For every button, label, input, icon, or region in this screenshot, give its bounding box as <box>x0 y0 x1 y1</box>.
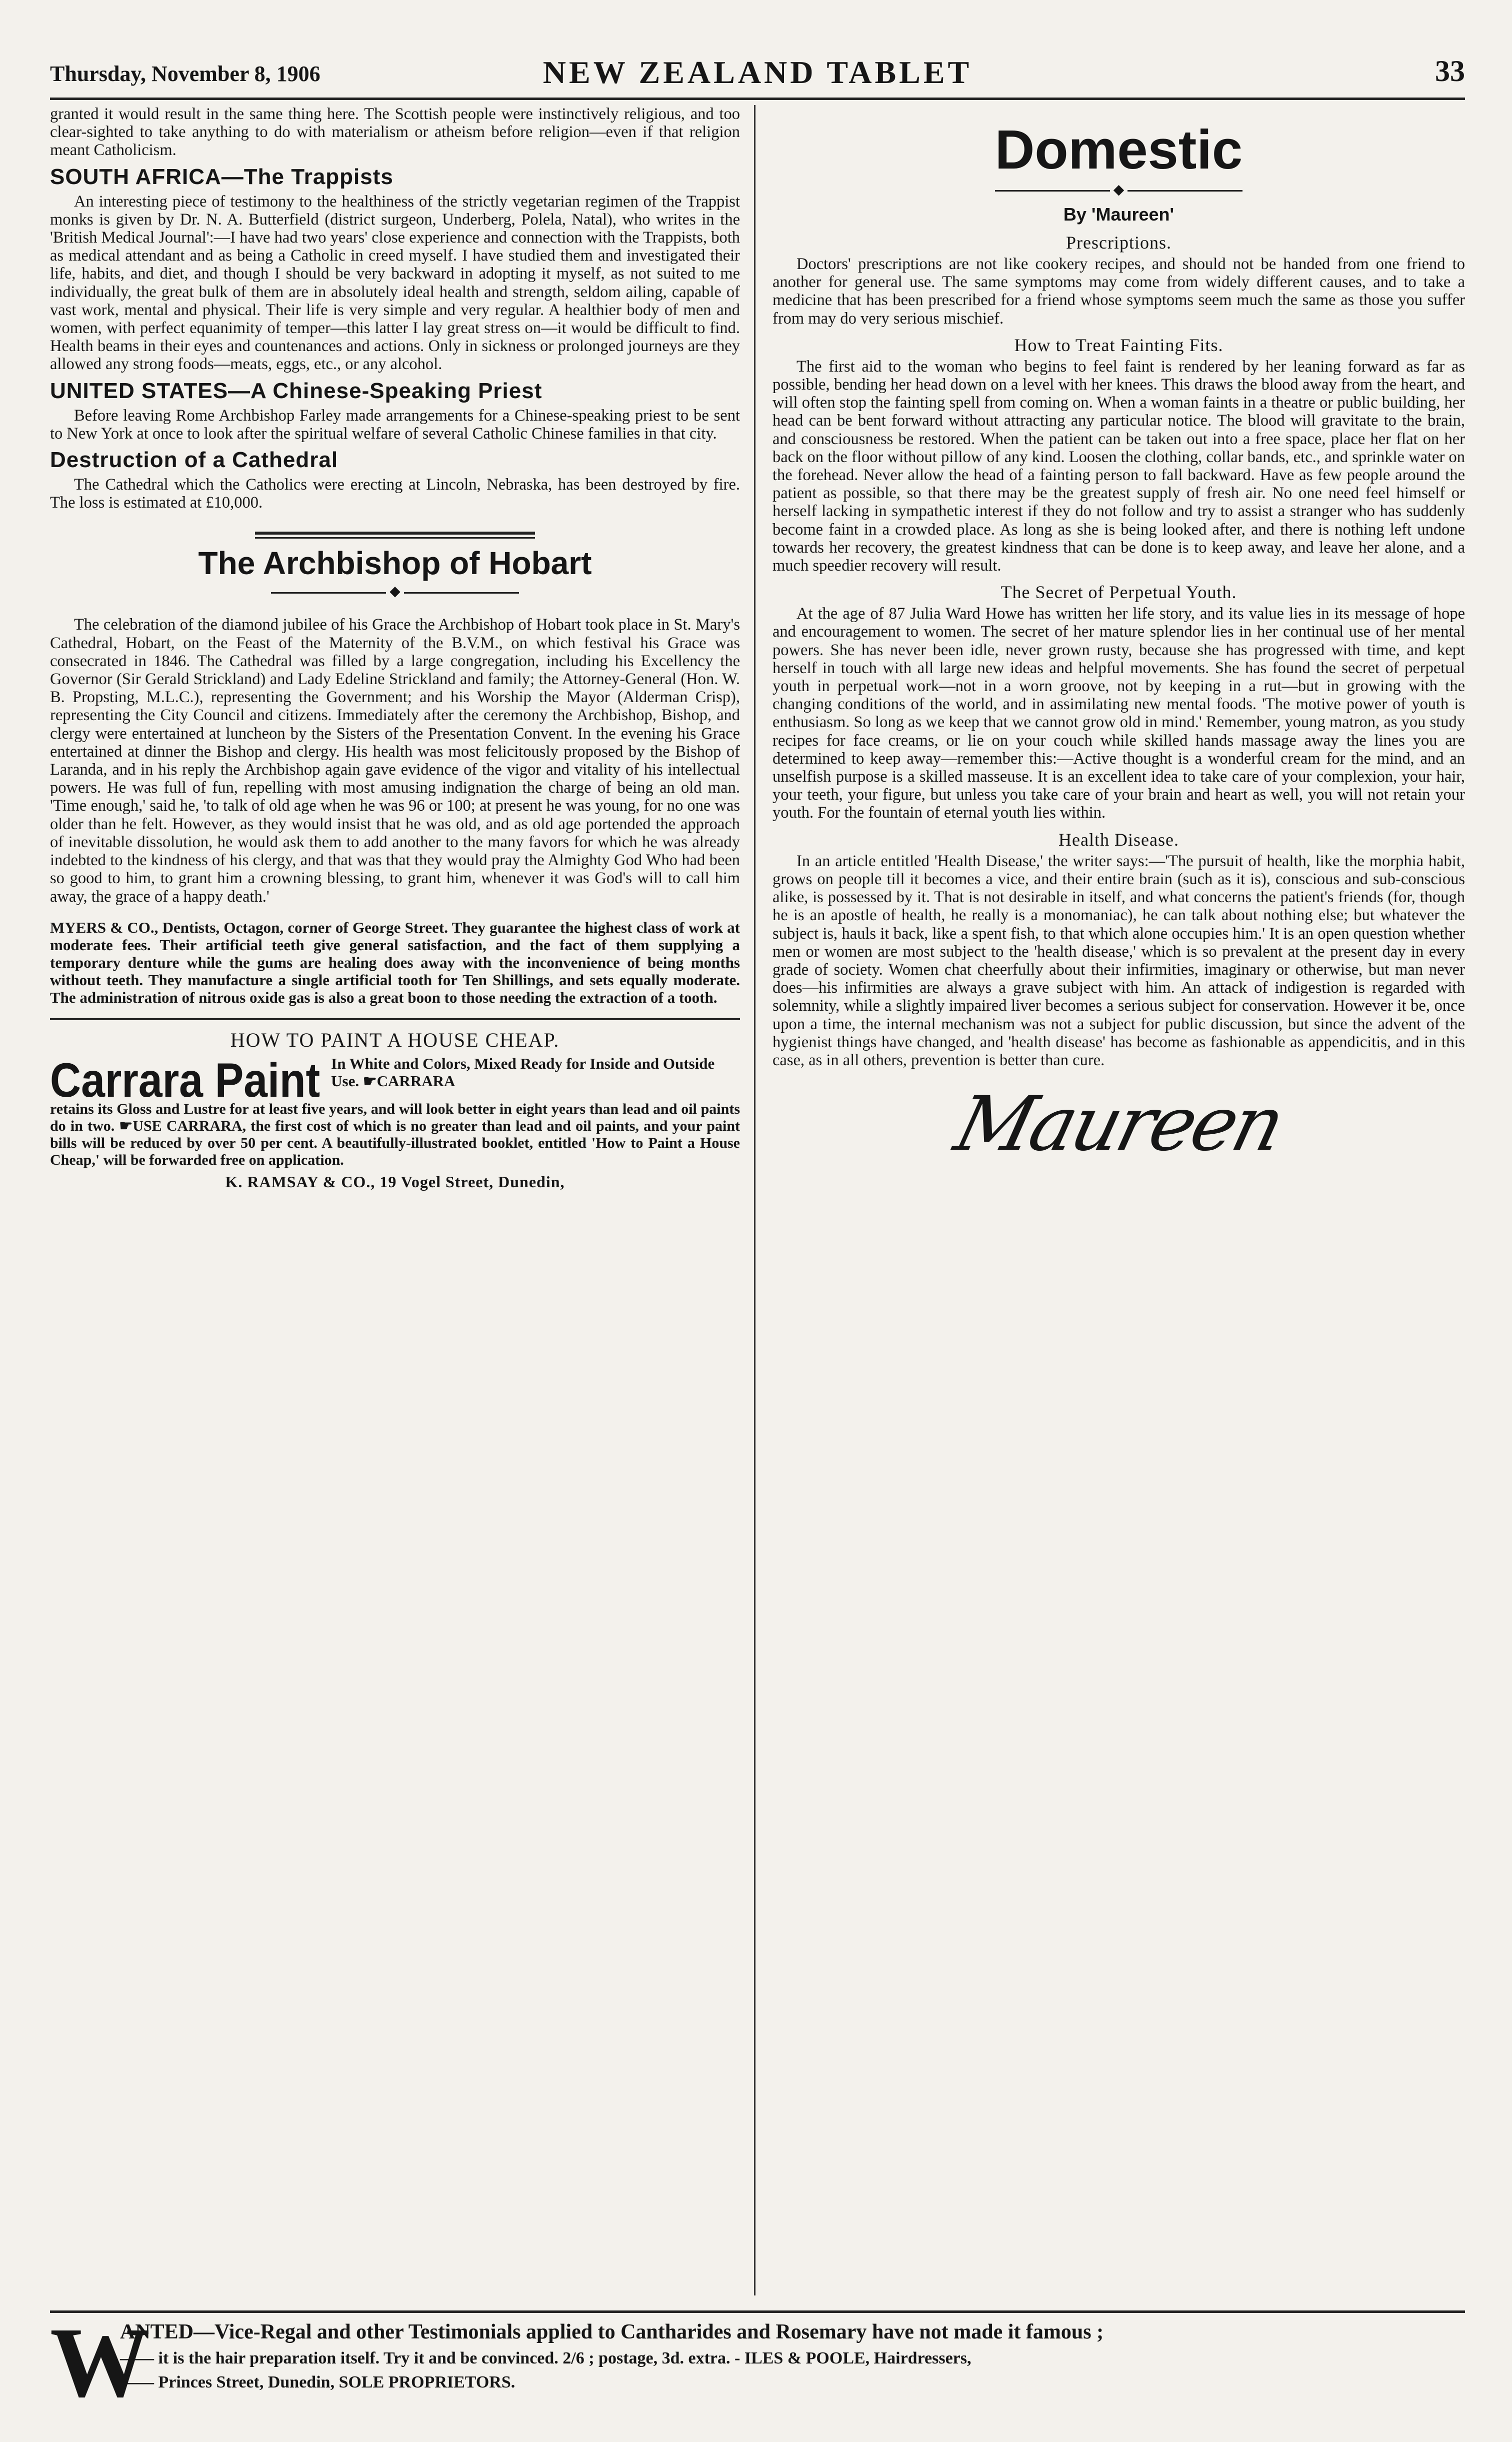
article-body: The celebration of the diamond jubilee of his Grace the Archbishop of Hobart took place in St. Mary's Cathedral, Hobart, on the Feast of the Maternity of the B.V.M., on which festival his Grace was consecrated in 1846. The Cathedral was filled by a large congregation, including his Excellency the Governor (Sir Gerald Strickland) and Lady Edeline Strickland and family; the Attorney-General (Hon. W. B. Propsting, M.L.C.), representing the Government; and his Worship the Mayor (Alderman Crisp), representing the City Council and citizens. Immediately after the ceremony the Archbishop, Bishop, and clergy were entertained at luncheon by the Sisters of the Presentation Convent. In the evening his Grace entertained at dinner the Bishop and clergy. His health was most felicitously proposed by the Bishop of Laranda, and in his reply the Archbishop again gave evidence of the vigor and vitality of his intellectual powers. He was full of fun, repelling with most amusing indignation the charge of being an old man. 'Time enough,' said he, 'to talk of old age when he was 96 or 100; at present he was young, for no one was older than he felt. However, as they would insist that he was old, and as old age portended the approach of inevitable dissolution, he would ask them to add another to the many favors for which he was already indebted to the kindness of his clergy, and that was that they would pray the Almighty God Who had been so good to him, to grant him a crowning blessing, to grant him, whenever it was God's will to call him away, the grace of a happy death.' <box>50 616 740 906</box>
bottom-ad-line: —— Princes Street, Dunedin, SOLE PROPRIETORS. <box>120 2373 516 2391</box>
piece-heading: Health Disease. <box>1058 829 1179 850</box>
piece-heading: The Secret of Perpetual Youth. <box>1000 582 1237 603</box>
paint-ad-footer: K. RAMSAY & CO., 19 Vogel Street, Dunedin, <box>225 1172 565 1191</box>
piece-body: Doctors' prescriptions are not like cookery recipes, and should not be handed from one friend to another for general use. The same symptoms may come from widely different causes, and to take a medicine that has been prescribed for a friend whose symptoms seem much the same as those you suffer from may do very serious mischief. <box>772 255 1465 328</box>
paint-brand-text: In White and Colors, Mixed Ready for Inside and Outside Use. ☛CARRARA <box>331 1054 715 1090</box>
article-title: The Archbishop of Hobart <box>198 545 592 582</box>
page-number: 33 <box>1435 55 1465 88</box>
ad-divider <box>50 1018 740 1020</box>
piece-body: The first aid to the woman who begins to feel faint is rendered by her leaning forward as far as possible, bending her head down on a level with her knees. This draws the blood away from the heart, and will often stop the fainting spell from coming on. When a woman faints in a theatre or public building, her head can be bent forward without attracting any particular notice. The blood will gravitate to the brain, and consciousness be restored. When the patient can be taken out into a free space, place her flat on her back on the floor without pillow of any kind. Loosen the clothing, collar bands, etc., and sprinkle water on the forehead. Never allow the head of a fainting person to fall backward. Have as few people around the patient as possible, so that there may be the greatest supply of fresh air. No one need feel himself or herself lacking in sympathetic interest if they do not follow and try to assist a stranger who has suddenly become faint in a crowded place. As long as she is being looked after, and there is nothing left undone towards her recovery, the greatest kindness that can be done is to keep away, and leave her alone, and a much speedier recovery will result. <box>772 357 1465 575</box>
column-divider <box>754 105 756 2295</box>
paint-ad-body: retains its Gloss and Lustre for at least five years, and will look better in eight years than lead and oil paints do in two. ☛USE CARRARA, the first cost of which is no greater than lead and oil paints, and your paint bills will be reduced by over 50 per cent. A beautifully-illustrated booklet, entitled 'How to Paint a House Cheap,' will be forwarded free on application. <box>50 1100 740 1168</box>
newspaper-title: NEW ZEALAND TABLET <box>542 55 972 90</box>
fleuron-ornament: ◆ <box>50 582 740 602</box>
left-column <box>50 105 740 2295</box>
right-column <box>772 105 1465 2295</box>
handwritten-signature: Maureen <box>947 1081 1290 1168</box>
masthead <box>50 50 1465 100</box>
section-body: The Cathedral which the Catholics were erecting at Lincoln, Nebraska, has been destroyed by fire. The loss is estimated at £10,000. <box>50 476 740 512</box>
paint-ad-title: HOW TO PAINT A HOUSE CHEAP. <box>230 1028 560 1051</box>
section-heading: UNITED STATES—A Chinese-Speaking Priest <box>50 378 542 403</box>
section-body: An interesting piece of testimony to the healthiness of the strictly vegetarian regimen of the Trappist monks is given by Dr. N. A. Butterfield (district surgeon, Underberg, Polela, Natal), who writes in the 'British Medical Journal':—I have had two years' close experience and connection with the Trappists, both as medical attendant and as being a Catholic in creed myself. I have studied them and investigated their life, habits, and diet, and though I should be very backward in adopting it myself, as not suited to me individually, the great bulk of them are in absolutely ideal health and strength, seldom ailing, capable of vast work, mental and physical. Their life is very simple and very regular. A healthier body of men and women, with perfect equanimity of temper—this latter I lay great stress on—it would be difficult to find. Health beams in their eyes and countenances and actions. Only in sickness or prolonged journeys are they allowed any strong foods—meats, eggs, etc., or any alcohol. <box>50 192 740 374</box>
dentist-ad-text: MYERS & CO., Dentists, Octagon, corner of George Street. They guarantee the highest class of work at moderate fees. Their artificial teeth give general satisfaction, and the fact of them supplying a temporary denture while the gums are healing does away with the inconvenience of being months without teeth. They manufacture a single artificial tooth for Ten Shillings, and sets equally moderate. The administration of nitrous oxide gas is also a great boon to those needing the extraction of a tooth. <box>50 918 740 1006</box>
section-body: Before leaving Rome Archbishop Farley made arrangements for a Chinese-speaking priest to be sent to New York at once to look after the spiritual welfare of several Catholic Chinese families in that city. <box>50 406 740 443</box>
issue-date: Thursday, November 8, 1906 <box>50 62 320 86</box>
paint-advertisement <box>50 1028 740 1191</box>
piece-body: In an article entitled 'Health Disease,' the writer says:—'The pursuit of health, like the morphia habit, grows on people till it becomes a vice, and their entire brain (such as it is), conscious and sub-conscious alike, is possessed by it. That is not desirable in itself, and what concerns the patient's friends (for, though he is an apostle of health, he really is a monomaniac), he can talk about nothing else; but whatever the subject is, hauls it back, like a spent fish, to that which alone occupies him.' It is an open question whether men or women are most subject to the 'health disease,' which is so prevalent at the present day in every grade of society. Women chat cheerfully about their infirmities, imaginary or otherwise, but man never does—his infirmities are always a grave subject with him. An attack of indigestion is regarded with solemnity, while a slightly impaired liver becomes a serious subject for conservation. However it be, once upon a time, the internal mechanism was not a subject for public discussion, but since the advent of the hygienist things have changed, and 'health disease' has become as fashionable as appendicitis, and in this case, as in all others, prevention is better than cure. <box>772 852 1465 1069</box>
piece-heading: Prescriptions. <box>1066 233 1172 253</box>
hair-preparation-advertisement <box>50 2307 1465 2438</box>
section-heading: SOUTH AFRICA—The Trappists <box>50 164 394 189</box>
drop-cap: W <box>50 2307 150 2418</box>
continued-paragraph: granted it would result in the same thing here. The Scottish people were instinctively religious, and too clear-sighted to take anything to do with materialism or atheism before religion—even if that religion meant Catholicism. <box>50 105 740 160</box>
piece-heading: How to Treat Fainting Fits. <box>1014 335 1224 355</box>
bottom-ad-line: —— it is the hair preparation itself. Try it and be convinced. 2/6 ; postage, 3d. extra. - ILES & POOLE, Hairdressers, <box>120 2349 972 2367</box>
double-rule-divider <box>255 532 535 539</box>
piece-body: At the age of 87 Julia Ward Howe has written her life story, and its value lies in its message of hope and encouragement to women. The secret of her mature splendor lies in her continual use of her mental powers. She has never been idle, never grown rusty, because she has progressed with time, and kept herself in touch with all large new ideas and helpful movements. She has found the secret of perpetual youth in perpetual work—not in a worn groove, not by keeping in a rut—but in growing with the changing conditions of the world, and in assimilating new mental foods. 'The motive power of youth is enthusiasm. So long as we keep that we cannot grow old in mind.' Remember, young matron, as you study recipes for face creams, or lie on your couch while skilled hands massage away the lines you are determined to keep away—remember this:—Active thought is a wonderful cream for the mind, and an unselfish purpose is a skilled masseuse. It is an excellent idea to take care of your complexion, your hair, your teeth, your figure, but unless you take care of your brain and heart as well, you will not retain your youth. For the fountain of eternal youth lies within. <box>772 605 1465 822</box>
byline: By 'Maureen' <box>1063 204 1174 225</box>
domestic-title: Domestic <box>994 119 1243 181</box>
fleuron-ornament: ◆ <box>772 180 1465 200</box>
bottom-ad-line: ANTED—Vice-Regal and other Testimonials applied to Cantharides and Rosemary have not made it famous ; <box>120 2320 1104 2343</box>
dentist-advertisement <box>50 919 740 1006</box>
paint-brand-name: Carrara Paint <box>50 1053 320 1107</box>
section-heading: Destruction of a Cathedral <box>50 448 338 473</box>
